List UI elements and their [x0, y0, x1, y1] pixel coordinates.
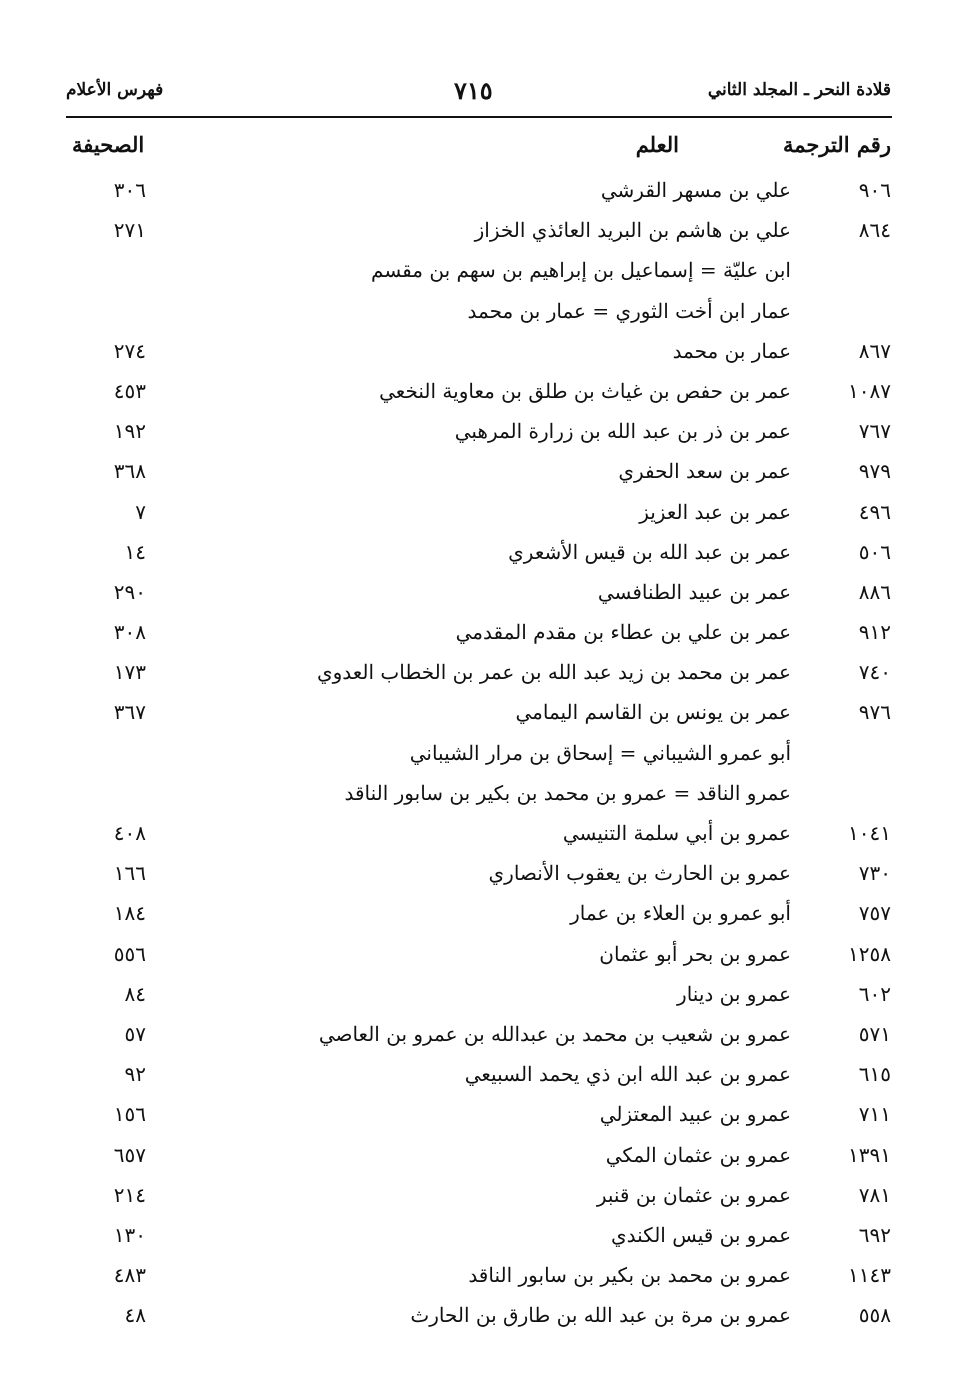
entry-number: ٥٠٦ [858, 539, 891, 564]
entry-page: ٤٥٣ [113, 378, 146, 403]
entry-name: عمرو بن أبي سلمة التنيسي [562, 821, 791, 845]
entry-page: ٤٨٣ [113, 1263, 146, 1288]
entry-number: ٧٨١ [858, 1182, 891, 1207]
entry-name: عمر بن عبد العزيز [639, 499, 791, 524]
index-entry [66, 333, 891, 373]
entry-page: ٥٧ [124, 1021, 146, 1046]
entry-number: ١٠٤١ [848, 821, 891, 845]
entry-page: ١٣٠ [113, 1222, 146, 1247]
entry-name: عمر بن محمد بن زيد عبد الله بن عمر بن الخطاب العدوي [316, 660, 791, 685]
index-entry [66, 735, 891, 775]
index-entry [66, 212, 891, 252]
entry-page: ٤٨ [124, 1303, 146, 1328]
entry-number: ٦٩٢ [858, 1222, 891, 1247]
entry-page: ٣٠٨ [113, 620, 146, 645]
index-entry [66, 1217, 891, 1257]
entry-name: أبو عمرو بن العلاء بن عمار [570, 901, 791, 926]
index-entry [66, 453, 891, 493]
index-entry [66, 1297, 891, 1337]
entry-name: عمرو الناقد = عمرو بن محمد بن بكير بن سابور الناقد [344, 780, 791, 805]
entry-name: عمرو بن الحارث بن يعقوب الأنصاري [488, 861, 791, 886]
entry-page: ٣٦٨ [113, 459, 146, 484]
entry-number: ١٢٥٨ [848, 941, 891, 966]
entry-name: أبو عمرو الشيباني = إسحاق بن مرار الشيباني [409, 740, 791, 765]
entry-page: ٢١٤ [113, 1182, 146, 1207]
index-entry [66, 775, 891, 815]
entry-page: ٦٥٧ [113, 1142, 146, 1167]
entry-number: ٦٠٢ [858, 981, 891, 1006]
entry-number: ٤٩٦ [858, 499, 891, 524]
entry-name: ابن عليّة = إسماعيل بن إبراهيم بن سهم بن مقسم [371, 258, 791, 283]
entry-name: عمر بن حفص بن غياث بن طلق بن معاوية النخعي [379, 378, 791, 403]
column-header-page: الصحيفة [72, 132, 145, 157]
index-entry [66, 413, 891, 453]
index-entry [66, 614, 891, 654]
entry-number: ٧٥٧ [858, 901, 891, 926]
index-entry [66, 976, 891, 1016]
entry-name: عمار ابن أخت الثوري = عمار بن محمد [467, 298, 791, 323]
entry-name: عمرو بن شعيب بن محمد بن عبدالله بن عمرو بن العاصي [318, 1021, 791, 1046]
entry-name: عمرو بن عثمان المكي [605, 1142, 791, 1167]
entry-page: ٢٧٤ [113, 338, 146, 363]
section-title: فهرس الأعلام [66, 80, 164, 100]
index-entries [66, 172, 891, 1337]
entry-page: ١٨٤ [113, 901, 146, 926]
index-entry [66, 574, 891, 614]
entry-page: ٣٦٧ [113, 700, 146, 725]
entry-page: ٢٩٠ [113, 579, 146, 604]
book-title: قلادة النحر ـ المجلد الثاني [707, 80, 891, 100]
entry-name: عمرو بن قيس الكندي [610, 1222, 791, 1247]
entry-number: ١٣٩١ [848, 1142, 891, 1167]
entry-number: ٩١٢ [858, 620, 891, 645]
entry-number: ٧٣٠ [858, 861, 891, 886]
index-entry [66, 936, 891, 976]
index-entry [66, 252, 891, 292]
entry-page: ٣٠٦ [113, 178, 146, 202]
index-entry [66, 494, 891, 534]
entry-number: ٦١٥ [858, 1062, 891, 1087]
entry-name: عمر بن ذر بن عبد الله بن زرارة المرهبي [454, 419, 791, 444]
index-entry [66, 172, 891, 212]
entry-name: عمر بن علي بن عطاء بن مقدم المقدمي [455, 620, 791, 645]
entry-page: ٥٥٦ [113, 941, 146, 966]
entry-name: علي بن مسهر القرشي [600, 178, 791, 202]
entry-page: ٨٤ [124, 981, 146, 1006]
column-headers [66, 132, 891, 168]
entry-page: ١٤ [124, 539, 146, 564]
index-entry [66, 815, 891, 855]
entry-number: ٧٤٠ [858, 660, 891, 685]
entry-name: عمرو بن محمد بن بكير بن سابور الناقد [468, 1263, 791, 1288]
entry-page: ٢٧١ [113, 218, 146, 243]
entry-name: عمرو بن عثمان بن قنبر [596, 1182, 791, 1207]
entry-name: عمر بن عبد الله بن قيس الأشعري [508, 539, 791, 564]
entry-name: عمر بن يونس بن القاسم اليمامي [515, 700, 791, 725]
index-entry [66, 1016, 891, 1056]
entry-name: عمر بن سعد الحفري [618, 459, 791, 484]
header-rule [66, 116, 892, 118]
entry-page: ٧ [135, 499, 146, 524]
index-entry [66, 694, 891, 734]
index-entry [66, 1056, 891, 1096]
index-entry [66, 895, 891, 935]
index-entry [66, 1096, 891, 1136]
entry-name: عمرو بن عبيد المعتزلي [599, 1102, 791, 1127]
index-entry [66, 654, 891, 694]
entry-number: ٨٦٧ [858, 338, 891, 363]
entry-number: ٩٧٦ [858, 700, 891, 725]
entry-number: ٨٦٤ [858, 218, 891, 243]
entry-page: ١٧٣ [113, 660, 146, 685]
entry-number: ١٠٨٧ [848, 378, 891, 403]
entry-page: ٩٢ [124, 1062, 146, 1087]
index-entry [66, 534, 891, 574]
entry-page: ١٦٦ [113, 861, 146, 886]
entry-name: عمرو بن دينار [677, 981, 791, 1006]
entry-page: ٤٠٨ [113, 821, 146, 845]
entry-number: ٧٦٧ [858, 419, 891, 444]
entry-number: ٨٨٦ [858, 579, 891, 604]
page-number: ٧١٥ [454, 76, 493, 105]
entry-page: ١٥٦ [113, 1102, 146, 1127]
entry-number: ١١٤٣ [848, 1263, 891, 1288]
index-entry [66, 1177, 891, 1217]
column-header-number: رقم الترجمة [782, 132, 891, 157]
entry-name: عمر بن عبيد الطنافسي [597, 579, 791, 604]
entry-name: علي بن هاشم بن البريد العائذي الخزاز [474, 218, 791, 243]
entry-name: عمار بن محمد [672, 338, 791, 363]
index-entry [66, 373, 891, 413]
index-entry [66, 1137, 891, 1177]
index-entry [66, 1257, 891, 1297]
page-header [66, 76, 891, 110]
index-entry [66, 855, 891, 895]
entry-number: ٧١١ [858, 1102, 891, 1127]
entry-name: عمرو بن بحر أبو عثمان [599, 941, 791, 966]
entry-number: ٩٠٦ [858, 178, 891, 202]
column-header-name: العلم [635, 132, 679, 157]
entry-number: ٥٧١ [858, 1021, 891, 1046]
entry-name: عمرو بن عبد الله ابن ذي يحمد السبيعي [464, 1062, 791, 1087]
entry-number: ٩٧٩ [858, 459, 891, 484]
entry-page: ١٩٢ [113, 419, 146, 444]
entry-name: عمرو بن مرة بن عبد الله بن طارق بن الحارث [410, 1303, 791, 1328]
entry-number: ٥٥٨ [858, 1303, 891, 1328]
index-entry [66, 293, 891, 333]
